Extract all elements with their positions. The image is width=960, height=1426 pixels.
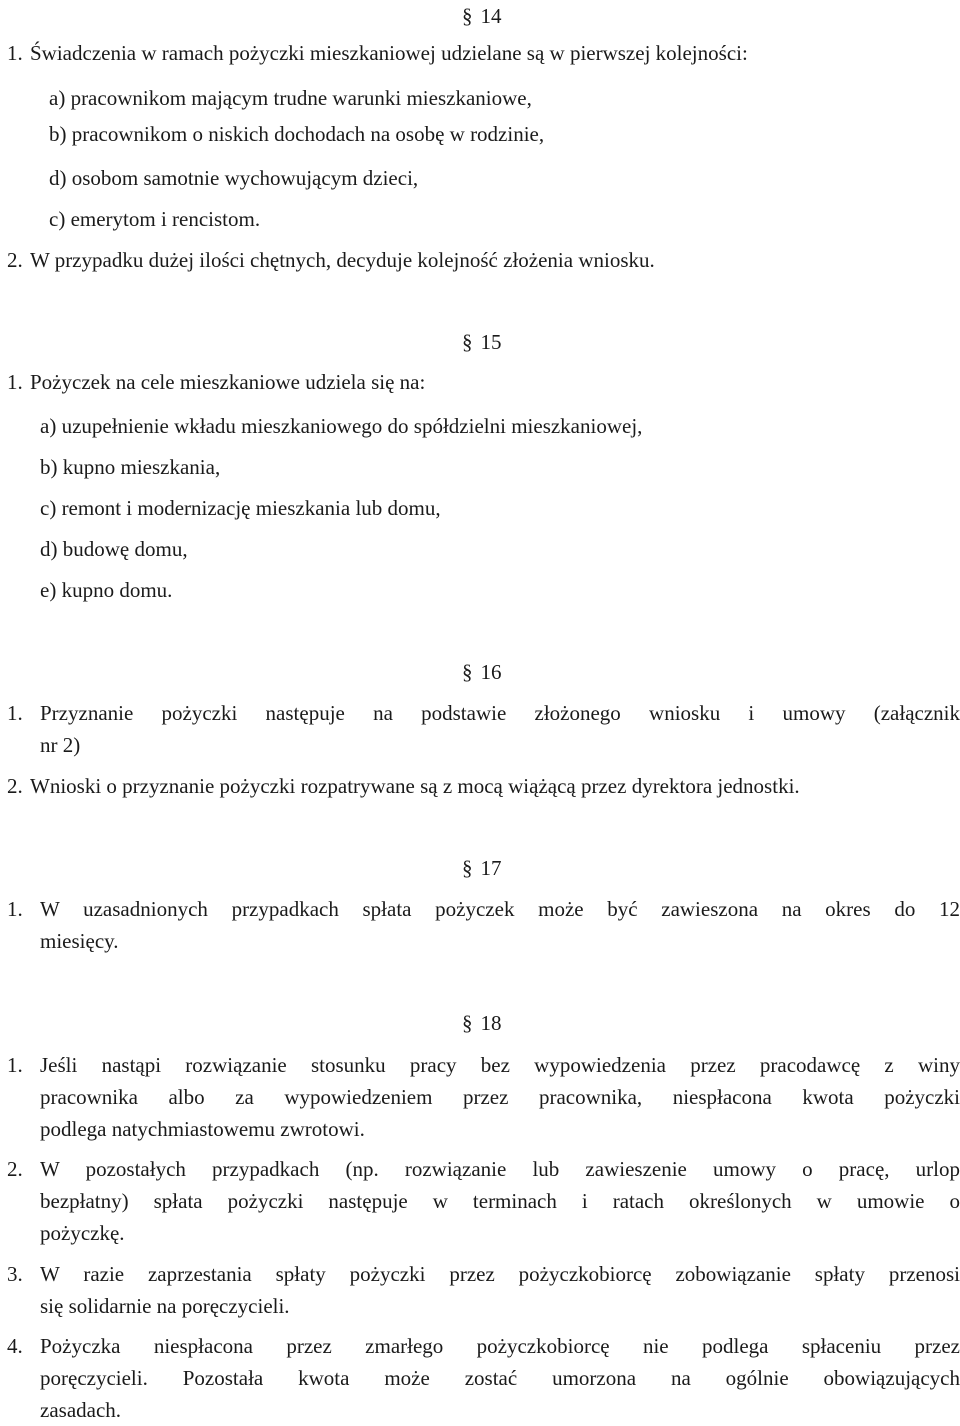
item-number: 1. — [7, 370, 23, 394]
section-number: 16 — [480, 660, 502, 684]
item-text-line-1: W uzasadnionych przypadkach spłata pożyczek może być zawieszona na okres do 12 — [40, 897, 960, 921]
item-text-line-1: W razie zaprzestania spłaty pożyczki przez pożyczkobiorcę zobowiązanie spłaty przenosi — [40, 1262, 960, 1286]
item-text-line-3: zasadach. — [40, 1398, 122, 1422]
item-text-line-1: Przyznanie pożyczki następuje na podstawie złożonego wniosku i umowy (załącznik — [40, 701, 960, 725]
section-heading-16 — [462, 656, 502, 688]
item-text-line-2: nr 2) — [40, 733, 81, 757]
subitem-14-c: c) emerytom i rencistom. — [49, 207, 261, 231]
item-text: Świadczenia w ramach pożyczki mieszkaniowej udzielane są w pierwszej kolejności: — [30, 41, 748, 65]
subitem-14-d: d) osobom samotnie wychowującym dzieci, — [49, 166, 419, 190]
item-number: 4. — [7, 1334, 23, 1358]
section-number: 15 — [480, 330, 502, 354]
section-number: 18 — [480, 1011, 502, 1035]
item-text: W przypadku dużej ilości chętnych, decyduje kolejność złożenia wniosku. — [30, 248, 655, 272]
item-text-line-1: Pożyczka niespłacona przez zmarłego pożyczkobiorcę nie podlega spłaceniu przez — [40, 1334, 960, 1358]
subitem-15-b: b) kupno mieszkania, — [40, 455, 221, 479]
section-heading-15 — [462, 326, 502, 358]
section-heading-18 — [462, 1007, 502, 1039]
item-text: Wnioski o przyznanie pożyczki rozpatrywane są z mocą wiążącą przez dyrektora jednostki. — [30, 774, 800, 798]
section-sign: § — [462, 4, 473, 28]
item-number: 3. — [7, 1262, 23, 1286]
item-number: 1. — [7, 897, 23, 921]
item-text-line-3: podlega natychmiastowemu zwrotowi. — [40, 1117, 365, 1141]
item-text-line-2: miesięcy. — [40, 929, 119, 953]
subitem-14-a: a) pracownikom mającym trudne warunki mieszkaniowe, — [49, 86, 532, 110]
section-sign: § — [462, 330, 473, 354]
section-number: 14 — [480, 4, 502, 28]
item-text-line-1: W pozostałych przypadkach (np. rozwiązanie lub zawieszenie umowy o pracę, urlop — [40, 1157, 960, 1181]
item-number: 1. — [7, 701, 23, 725]
section-sign: § — [462, 1011, 473, 1035]
section-sign: § — [462, 856, 473, 880]
item-number: 2. — [7, 774, 23, 798]
subitem-14-b: b) pracownikom o niskich dochodach na osobę w rodzinie, — [49, 122, 545, 146]
section-heading-14 — [462, 0, 502, 32]
item-text-line-2: pracownika albo za wypowiedzeniem przez pracownika, niespłacona kwota pożyczki — [40, 1085, 960, 1109]
section-heading-17 — [462, 852, 502, 884]
item-text: Pożyczek na cele mieszkaniowe udziela się na: — [30, 370, 426, 394]
item-text-line-1: Jeśli nastąpi rozwiązanie stosunku pracy bez wypowiedzenia przez pracodawcę z winy — [40, 1053, 960, 1077]
subitem-15-e: e) kupno domu. — [40, 578, 173, 602]
subitem-15-a: a) uzupełnienie wkładu mieszkaniowego do spółdzielni mieszkaniowej, — [40, 414, 643, 438]
item-text-line-2: się solidarnie na poręczycieli. — [40, 1294, 290, 1318]
item-text-line-2: poręczycieli. Pozostała kwota może zostać umorzona na ogólnie obowiązujących — [40, 1366, 960, 1390]
section-sign: § — [462, 660, 473, 684]
item-number: 1. — [7, 41, 23, 65]
section-number: 17 — [480, 856, 502, 880]
subitem-15-d: d) budowę domu, — [40, 537, 188, 561]
item-text-line-3: pożyczkę. — [40, 1221, 125, 1245]
item-number: 2. — [7, 248, 23, 272]
subitem-15-c: c) remont i modernizację mieszkania lub domu, — [40, 496, 441, 520]
item-number: 2. — [7, 1157, 23, 1181]
item-text-line-2: bezpłatny) spłata pożyczki następuje w terminach i ratach określonych w umowie o — [40, 1189, 960, 1213]
item-number: 1. — [7, 1053, 23, 1077]
